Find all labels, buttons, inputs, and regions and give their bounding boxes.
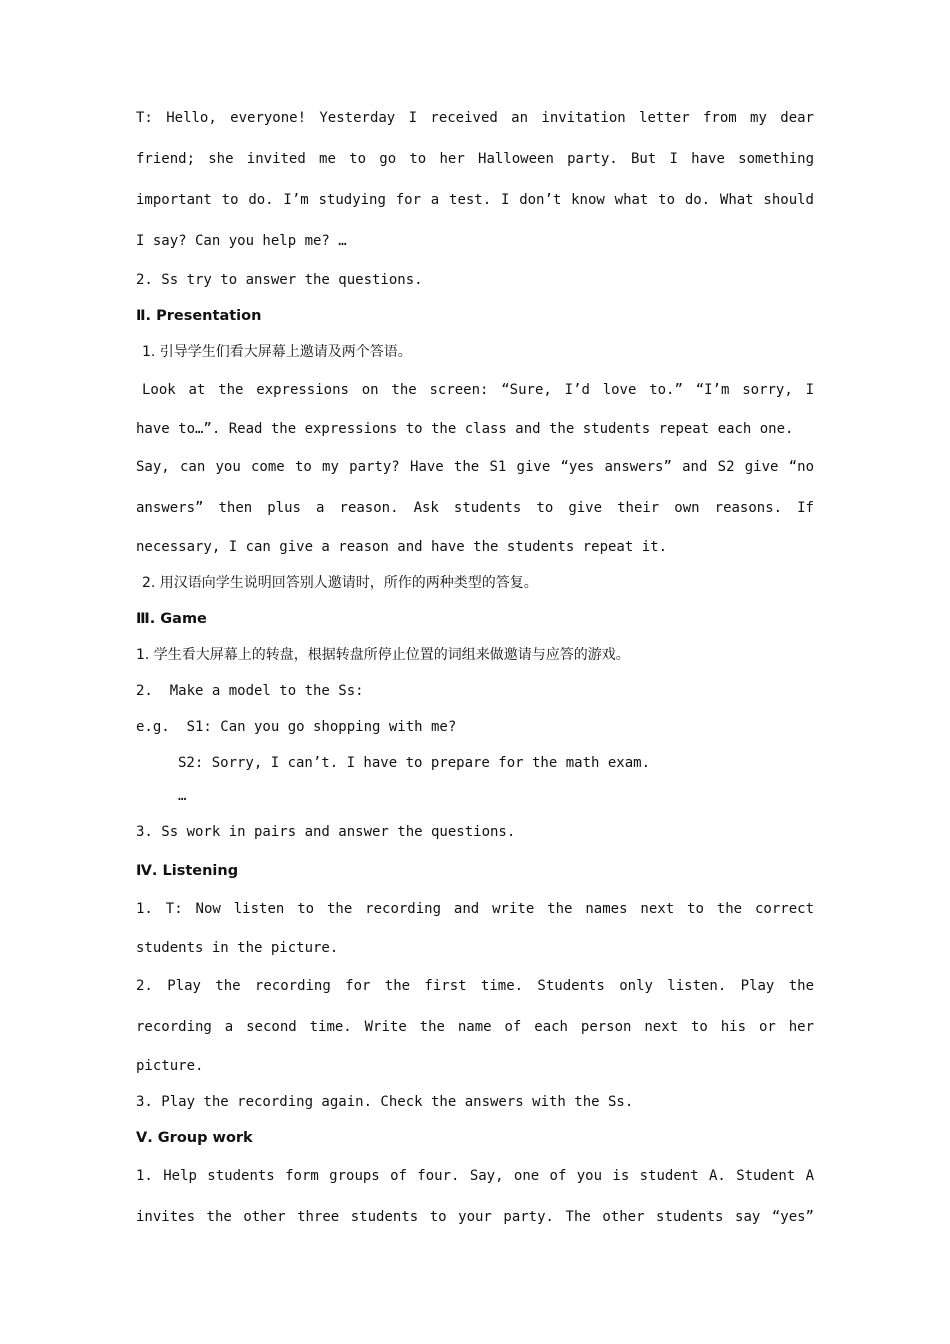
intro-line: important to do. I’m studying for a test. I don’t know what to do. What should	[136, 192, 814, 208]
listening-step2-line: recording a second time. Write the name of each person next to his or her	[136, 1019, 814, 1035]
game-step-3: 3. Ss work in pairs and answer the questions.	[136, 824, 516, 840]
presentation-para1-line: Look at the expressions on the screen: “Sure, I’d love to.” “I’m sorry, I	[142, 382, 814, 398]
listening-step1-line: students in the picture.	[136, 940, 339, 956]
section-heading-listening: Ⅳ. Listening	[136, 863, 239, 879]
game-example-s2: S2: Sorry, I can’t. I have to prepare for the math exam.	[178, 755, 651, 771]
game-step-2: 2. Make a model to the Ss:	[136, 683, 364, 699]
intro-line: friend; she invited me to go to her Halloween party. But I have something	[136, 151, 814, 167]
presentation-para2-line: answers” then plus a reason. Ask students to give their own reasons. If	[136, 500, 814, 516]
section-heading-game: Ⅲ. Game	[136, 611, 207, 627]
section-heading-group-work: Ⅴ. Group work	[136, 1130, 253, 1146]
game-example-ellipsis: …	[178, 788, 187, 804]
game-example-s1: e.g. S1: Can you go shopping with me?	[136, 719, 457, 735]
listening-step2-line: 2. Play the recording for the first time. Students only listen. Play the	[136, 978, 814, 994]
listening-step1-line: 1. T: Now listen to the recording and write the names next to the correct	[136, 901, 814, 917]
game-step-1: 1. 学生看大屏幕上的转盘，根据转盘所停止位置的词组来做邀请与应答的游戏。	[136, 647, 630, 663]
presentation-step-1: 1. 引导学生们看大屏幕上邀请及两个答语。	[142, 344, 412, 360]
intro-line: T: Hello, everyone! Yesterday I received an invitation letter from my dear	[136, 110, 814, 126]
listening-step-3: 3. Play the recording again. Check the answers with the Ss.	[136, 1094, 634, 1110]
document-body	[136, 98, 814, 1238]
presentation-para2-line: Say, can you come to my party? Have the S1 give “yes answers” and S2 give “no	[136, 459, 814, 475]
section-heading-presentation: Ⅱ. Presentation	[136, 308, 262, 324]
presentation-step-2: 2. 用汉语向学生说明回答别人邀请时，所作的两种类型的答复。	[142, 575, 538, 591]
intro-line: I say? Can you help me? …	[136, 233, 347, 249]
presentation-para2-line: necessary, I can give a reason and have the students repeat it.	[136, 539, 668, 555]
intro-step-2: 2. Ss try to answer the questions.	[136, 272, 423, 288]
listening-step2-line: picture.	[136, 1058, 204, 1074]
presentation-para1-line: have to…”. Read the expressions to the class and the students repeat each one.	[136, 421, 794, 437]
group-work-step1-line: invites the other three students to your party. The other students say “yes”	[136, 1209, 814, 1225]
group-work-step1-line: 1. Help students form groups of four. Say, one of you is student A. Student A	[136, 1168, 814, 1184]
